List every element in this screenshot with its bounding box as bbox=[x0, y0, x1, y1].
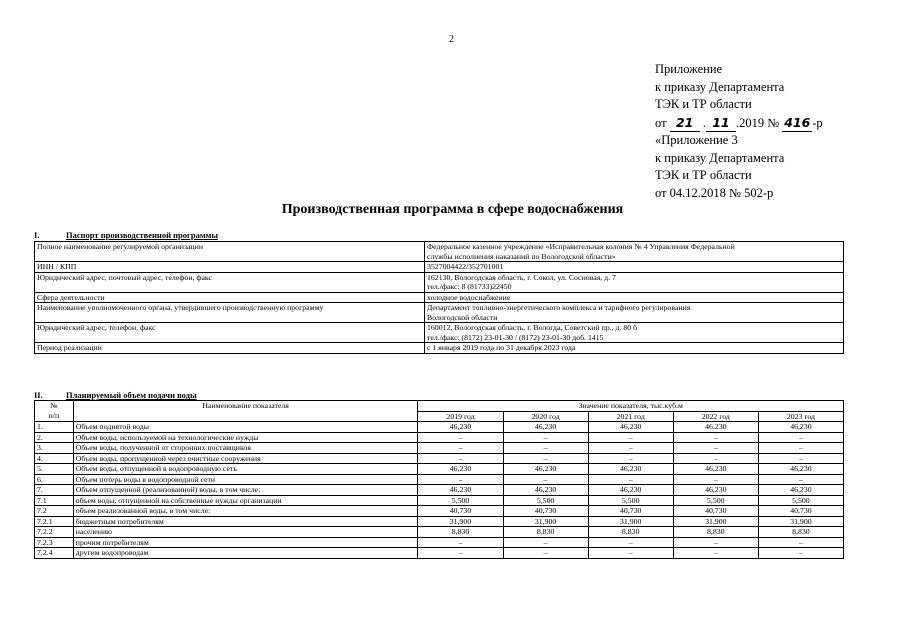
table-row bbox=[35, 464, 844, 475]
section-number: II. bbox=[34, 390, 43, 400]
passport-table bbox=[34, 241, 844, 354]
row-value: 31,900 bbox=[418, 516, 503, 527]
row-value: 46,230 bbox=[503, 464, 588, 475]
table-row bbox=[35, 506, 844, 517]
row-number: 7.2.3 bbox=[35, 537, 74, 548]
row-value: 46,230 bbox=[588, 464, 673, 475]
row-value: – bbox=[758, 432, 843, 443]
passport-value bbox=[425, 272, 844, 292]
table-row bbox=[35, 432, 844, 443]
passport-key: Юридический адрес, телефон, факс bbox=[35, 323, 425, 343]
row-value: 46,230 bbox=[758, 464, 843, 475]
table-row bbox=[35, 474, 844, 485]
table-row bbox=[35, 516, 844, 527]
row-value: 46,230 bbox=[758, 422, 843, 433]
row-value: 40,730 bbox=[503, 506, 588, 517]
row-indicator: другим водопроводам bbox=[73, 548, 418, 559]
row-number: 6. bbox=[35, 474, 74, 485]
row-value: – bbox=[588, 537, 673, 548]
row-value: 46,230 bbox=[588, 422, 673, 433]
header-indicator-name: Наименование показателя bbox=[73, 401, 418, 422]
row-value: – bbox=[588, 474, 673, 485]
row-value: 46,230 bbox=[418, 485, 503, 496]
section-number: I. bbox=[34, 230, 40, 240]
row-indicator: Объем воды, используемой на технологические нужды bbox=[73, 432, 418, 443]
water-volume-table bbox=[34, 400, 844, 559]
table-row bbox=[35, 443, 844, 454]
row-value: 46,230 bbox=[673, 464, 758, 475]
passport-value-line: холодное водоснабжение bbox=[427, 292, 511, 302]
passport-value bbox=[425, 292, 844, 303]
table-row bbox=[35, 485, 844, 496]
row-value: – bbox=[758, 537, 843, 548]
row-value: – bbox=[418, 474, 503, 485]
header-number: № п/п bbox=[35, 401, 74, 422]
passport-key: Юридический адрес, почтовый адрес, телефон, факс bbox=[35, 272, 425, 292]
appendix-suffix: -р bbox=[812, 115, 823, 130]
handwritten-day: 21 bbox=[670, 114, 700, 133]
row-value: 8,830 bbox=[588, 527, 673, 538]
row-value: 5,500 bbox=[588, 495, 673, 506]
table-row bbox=[35, 548, 844, 559]
row-value: 8,830 bbox=[673, 527, 758, 538]
row-value: – bbox=[503, 432, 588, 443]
document-title: Производственная программа в сфере водоснабжения bbox=[281, 202, 624, 217]
handwritten-month: 11 bbox=[706, 114, 736, 133]
row-value: – bbox=[503, 453, 588, 464]
appendix-year: .2019 № bbox=[735, 115, 780, 130]
passport-value-line: 3527004422/352701001 bbox=[427, 262, 504, 271]
row-indicator: Объем отпущенной (реализованной) воды, в том числе: bbox=[73, 485, 418, 496]
passport-value-line: тел./факс: 8 (81733)22450 bbox=[427, 282, 512, 291]
row-value: – bbox=[588, 443, 673, 454]
passport-row bbox=[35, 292, 844, 303]
row-number: 2. bbox=[35, 432, 74, 443]
section-heading bbox=[34, 390, 197, 400]
row-number: 7.2.4 bbox=[35, 548, 74, 559]
row-value: – bbox=[673, 474, 758, 485]
row-value: 46,230 bbox=[673, 485, 758, 496]
header-values: Значение показателя, тыс.куб.м bbox=[418, 401, 844, 412]
row-value: 46,230 bbox=[503, 485, 588, 496]
row-value: 46,230 bbox=[588, 485, 673, 496]
passport-key: Наименование уполномоченного органа, утвердившего производственную программу bbox=[35, 303, 425, 323]
row-value: 5,500 bbox=[673, 495, 758, 506]
appendix-date-line: от 21 . 11 .2019 № 416 -р bbox=[655, 114, 823, 133]
passport-key: ИНН / КПП bbox=[35, 262, 425, 273]
row-number: 5. bbox=[35, 464, 74, 475]
row-value: – bbox=[673, 548, 758, 559]
row-value: – bbox=[758, 453, 843, 464]
row-value: 8,830 bbox=[418, 527, 503, 538]
row-value: 5,500 bbox=[758, 495, 843, 506]
row-value: – bbox=[503, 537, 588, 548]
row-value: 31,900 bbox=[758, 516, 843, 527]
row-value: – bbox=[588, 432, 673, 443]
appendix-line: ТЭК и ТР области bbox=[655, 168, 752, 182]
row-indicator: Объем воды, пропущенной через очистные сооружения bbox=[73, 453, 418, 464]
passport-row bbox=[35, 323, 844, 343]
passport-row bbox=[35, 272, 844, 292]
passport-value-line: Департамент топливно-энергетического комплекса и тарифного регулирования bbox=[427, 303, 691, 312]
row-value: – bbox=[503, 443, 588, 454]
section-title: Паспорт производственной программы bbox=[66, 230, 219, 240]
header-year: 2023 год bbox=[758, 411, 843, 422]
row-number: 7.2.1 bbox=[35, 516, 74, 527]
row-value: 5,500 bbox=[418, 495, 503, 506]
row-value: – bbox=[673, 432, 758, 443]
row-value: – bbox=[418, 443, 503, 454]
row-indicator: Объем поднятой воды bbox=[73, 422, 418, 433]
row-indicator: Объем воды, отпущенной в водопроводную сеть bbox=[73, 464, 418, 475]
row-number: 7. bbox=[35, 485, 74, 496]
row-value: 31,900 bbox=[588, 516, 673, 527]
section-title: Планируемый объем подачи воды bbox=[66, 390, 197, 400]
row-indicator: объем реализованной воды, в том числе: bbox=[73, 506, 418, 517]
passport-value-line: 160012, Вологодская область, г. Вологда, Советский пр., д. 80 б bbox=[427, 323, 638, 332]
passport-value-line: тел./факс: (8172) 23-01-30 / (8172) 23-01-30 доб. 1415 bbox=[427, 332, 604, 342]
header-year: 2021 год bbox=[588, 411, 673, 422]
row-indicator: Объем потерь воды в водопроводной сети bbox=[73, 474, 418, 485]
passport-key: Сфера деятельности bbox=[35, 292, 425, 303]
passport-value bbox=[425, 343, 844, 354]
header-year: 2020 год bbox=[503, 411, 588, 422]
row-value: 46,230 bbox=[418, 464, 503, 475]
table-row bbox=[35, 453, 844, 464]
row-value: 40,730 bbox=[673, 506, 758, 517]
row-value: 40,730 bbox=[758, 506, 843, 517]
row-value: – bbox=[588, 548, 673, 559]
passport-value-line: 162130, Вологодская область, г. Сокол, ул. Сосновая, д. 7 bbox=[427, 272, 616, 282]
passport-row bbox=[35, 242, 844, 262]
row-value: – bbox=[418, 453, 503, 464]
passport-value bbox=[425, 303, 844, 323]
page-number: 2 bbox=[449, 34, 454, 45]
row-value: 46,230 bbox=[418, 422, 503, 433]
row-number: 7.1 bbox=[35, 495, 74, 506]
row-value: 40,730 bbox=[588, 506, 673, 517]
row-value: – bbox=[758, 443, 843, 454]
appendix-line: «Приложение 3 bbox=[655, 133, 738, 147]
row-indicator: бюджетным потребителям bbox=[73, 516, 418, 527]
passport-key: Период реализации bbox=[35, 343, 425, 354]
row-number: 4. bbox=[35, 453, 74, 464]
row-value: 46,230 bbox=[673, 422, 758, 433]
row-value: 40,730 bbox=[418, 506, 503, 517]
row-value: 8,830 bbox=[503, 527, 588, 538]
row-value: 8,830 bbox=[758, 527, 843, 538]
passport-value-line: Федеральное казенное учреждение «Исправительная колония № 4 Управления Федеральной bbox=[427, 242, 735, 251]
row-value: 5,500 bbox=[503, 495, 588, 506]
table-row bbox=[35, 537, 844, 548]
appendix-line: к приказу Департамента bbox=[655, 79, 785, 94]
row-value: – bbox=[418, 537, 503, 548]
appendix-block bbox=[655, 61, 823, 202]
passport-row bbox=[35, 343, 844, 354]
table-row bbox=[35, 422, 844, 433]
row-value: – bbox=[503, 548, 588, 559]
table-row bbox=[35, 527, 844, 538]
appendix-line: к приказу Департамента bbox=[655, 150, 785, 165]
row-value: – bbox=[418, 432, 503, 443]
row-value: – bbox=[588, 453, 673, 464]
table-row bbox=[35, 495, 844, 506]
row-indicator: объем воды, отпущенной на собственные нужды организации bbox=[73, 495, 418, 506]
passport-value-line: службы исполнения наказаний по Вологодской области» bbox=[427, 251, 616, 261]
row-number: 7.2 bbox=[35, 506, 74, 517]
row-indicator: Объем воды, полученной от сторонних поставщиков bbox=[73, 443, 418, 454]
header-year: 2019 год bbox=[418, 411, 503, 422]
row-number: 7.2.2 bbox=[35, 527, 74, 538]
header-year: 2022 год bbox=[673, 411, 758, 422]
passport-value bbox=[425, 323, 844, 343]
row-value: – bbox=[758, 548, 843, 559]
row-value: 31,900 bbox=[503, 516, 588, 527]
passport-key: Полное наименование регулируемой организации bbox=[35, 242, 425, 262]
row-value: – bbox=[673, 453, 758, 464]
appendix-line: ТЭК и ТР области bbox=[655, 97, 752, 111]
appendix-from: от bbox=[655, 115, 667, 130]
row-value: 31,900 bbox=[673, 516, 758, 527]
passport-value-line: с 1 января 2019 года по 31 декабря 2023 года bbox=[427, 343, 576, 352]
passport-row bbox=[35, 303, 844, 323]
section-heading bbox=[34, 230, 218, 240]
row-number: 1. bbox=[35, 422, 74, 433]
row-value: – bbox=[758, 474, 843, 485]
row-indicator: населению bbox=[73, 527, 418, 538]
row-value: – bbox=[503, 474, 588, 485]
passport-value bbox=[425, 262, 844, 273]
row-value: – bbox=[673, 443, 758, 454]
passport-value-line: Вологодской области bbox=[427, 312, 498, 322]
row-value: 46,230 bbox=[758, 485, 843, 496]
appendix-line: Приложение bbox=[655, 62, 723, 76]
row-indicator: прочим потребителям bbox=[73, 537, 418, 548]
row-number: 3. bbox=[35, 443, 74, 454]
row-value: 46,230 bbox=[503, 422, 588, 433]
row-value: – bbox=[673, 537, 758, 548]
handwritten-order-number: 416 bbox=[782, 114, 812, 133]
passport-value bbox=[425, 242, 844, 262]
appendix-line: от 04.12.2018 № 502-р bbox=[655, 185, 774, 200]
passport-row bbox=[35, 262, 844, 273]
row-value: – bbox=[418, 548, 503, 559]
